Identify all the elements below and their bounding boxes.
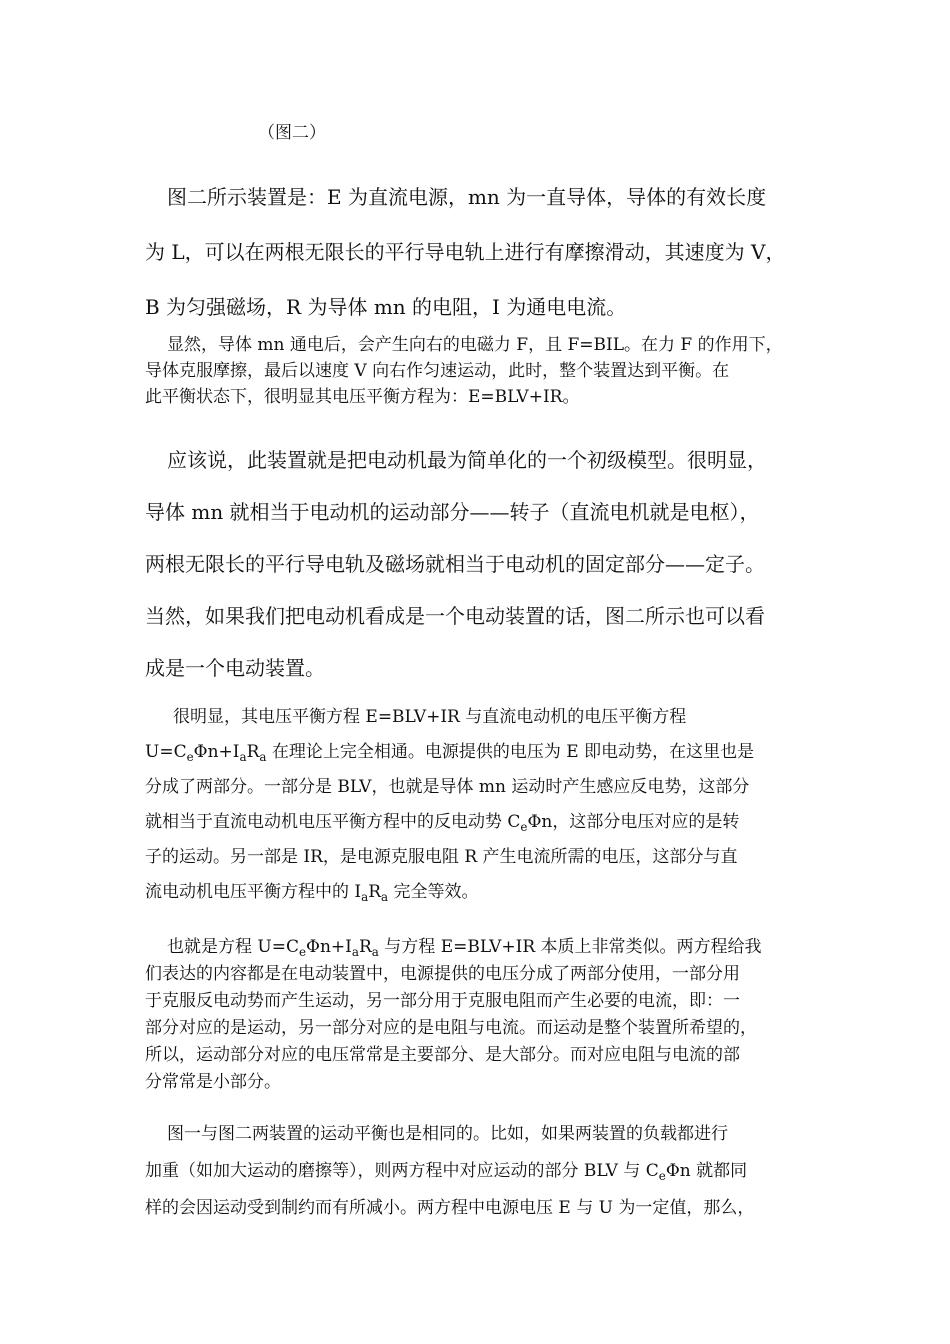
text-line-formula xyxy=(145,735,813,770)
text-line: 两根无限长的平行导电轨及磁场就相当于电动机的固定部分——定子。 xyxy=(145,552,765,576)
formula-subscript: a xyxy=(381,890,389,905)
paragraph-voltage-equation xyxy=(145,700,813,910)
formula-text: R xyxy=(368,882,382,902)
text-line: 部分对应的是运动，另一部分对应的是电阻与电流。而运动是整个装置所希望的， xyxy=(145,1018,757,1038)
text-line: 分成了两部分。一部分是 BLV，也就是导体 mn 运动时产生感应反电势，这部分 xyxy=(145,777,750,797)
text-line-formula xyxy=(145,805,813,840)
paragraph-device-description xyxy=(145,170,813,335)
text-line: 分常常是小部分。 xyxy=(145,1072,281,1092)
text-line: 当然，如果我们把电动机看成是一个电动装置的话，图二所示也可以看 xyxy=(145,604,765,628)
formula-subscript: e xyxy=(298,945,307,960)
text-line-formula xyxy=(145,934,813,961)
text-line: 图一与图二两装置的运动平衡也是相同的。比如，如果两装置的负载都进行 xyxy=(167,1124,728,1144)
formula-subscript: a xyxy=(259,750,267,765)
text-line-formula xyxy=(145,875,813,910)
text-line: 导体 mn 就相当于电动机的运动部分——转子（直流电机就是电枢）， xyxy=(145,500,760,524)
text-line: 所以，运动部分对应的电压常常是主要部分、是大部分。而对应电阻与电流的部 xyxy=(145,1045,740,1065)
formula-subscript: e xyxy=(520,820,528,835)
formula-text: R xyxy=(358,937,372,957)
text-line-formula xyxy=(145,1153,813,1190)
formula-text: Φn+I xyxy=(193,742,240,762)
text-line: 们表达的内容都是在电动装置中，电源提供的电压分成了两部分使用，一部分用 xyxy=(145,964,740,984)
text-run: Φn，这部分电压对应的是转 xyxy=(527,812,740,832)
text-line: 成是一个电动装置。 xyxy=(145,656,325,680)
text-line: 此平衡状态下，很明显其电压平衡方程为：E=BLV+IR。 xyxy=(145,387,580,407)
text-line: 于克服反电动势而产生运动，另一部分用于克服电阻而产生必要的电流，即：一 xyxy=(145,991,740,1011)
formula-text: R xyxy=(246,742,260,762)
formula-subscript: e xyxy=(186,750,194,765)
formula-subscript: a xyxy=(371,945,379,960)
text-run: Φn 就都同 xyxy=(665,1161,748,1181)
text-run: 加重（如加大运动的磨擦等），则两方程中对应运动的部分 BLV 与 C xyxy=(145,1161,659,1181)
paragraph-equation-comparison xyxy=(145,934,813,1096)
text-line: 为 L，可以在两根无限长的平行导电轨上进行有摩擦滑动，其速度为 V， xyxy=(145,240,786,264)
paragraph-motor-model xyxy=(145,434,813,694)
text-line: 很明显，其电压平衡方程 E=BLV+IR 与直流电动机的电压平衡方程 xyxy=(173,707,687,727)
paragraph-motion-balance xyxy=(145,1116,813,1227)
text-line: 应该说，此装置就是把电动机最为简单化的一个初级模型。很明显， xyxy=(167,448,767,472)
text-line: 子的运动。另一部是 IR，是电源克服电阻 R 产生电流所需的电压，这部分与直 xyxy=(145,847,738,867)
text-line: 显然，导体 mn 通电后，会产生向右的电磁力 F，且 F=BIL。在力 F 的作用下， xyxy=(167,335,783,355)
text-run: 就相当于直流电动机电压平衡方程中的反电动势 C xyxy=(145,812,521,832)
text-line: 样的会因运动受到制约而有所减小。两方程中电源电压 E 与 U 为一定值，那么， xyxy=(145,1198,755,1218)
formula-subscript: a xyxy=(351,945,359,960)
formula-subscript: a xyxy=(361,890,369,905)
text-run: 流电动机电压平衡方程中的 I xyxy=(145,882,362,902)
text-line: 导体克服摩擦，最后以速度 V 向右作匀速运动，此时，整个装置达到平衡。在 xyxy=(145,361,730,381)
formula-subscript: a xyxy=(239,750,247,765)
text-line: 图二所示装置是：E 为直流电源，mn 为一直导体，导体的有效长度 xyxy=(167,185,767,209)
formula-text: Φn+I xyxy=(306,937,352,957)
paragraph-force-balance xyxy=(145,332,813,410)
formula-text: U=C xyxy=(145,742,187,762)
formula-subscript: e xyxy=(658,1169,666,1184)
text-run: 在理论上完全相通。电源提供的电压为 E 即电动势，在这里也是 xyxy=(266,742,755,762)
text-run: 完全等效。 xyxy=(388,882,479,902)
figure-caption: （图二） xyxy=(258,123,326,143)
text-run: 也就是方程 U=C xyxy=(167,937,299,957)
text-line: B 为匀强磁场，R 为导体 mn 的电阻，I 为通电电流。 xyxy=(145,295,627,319)
text-run: 与方程 E=BLV+IR 本质上非常类似。两方程给我 xyxy=(378,937,762,957)
